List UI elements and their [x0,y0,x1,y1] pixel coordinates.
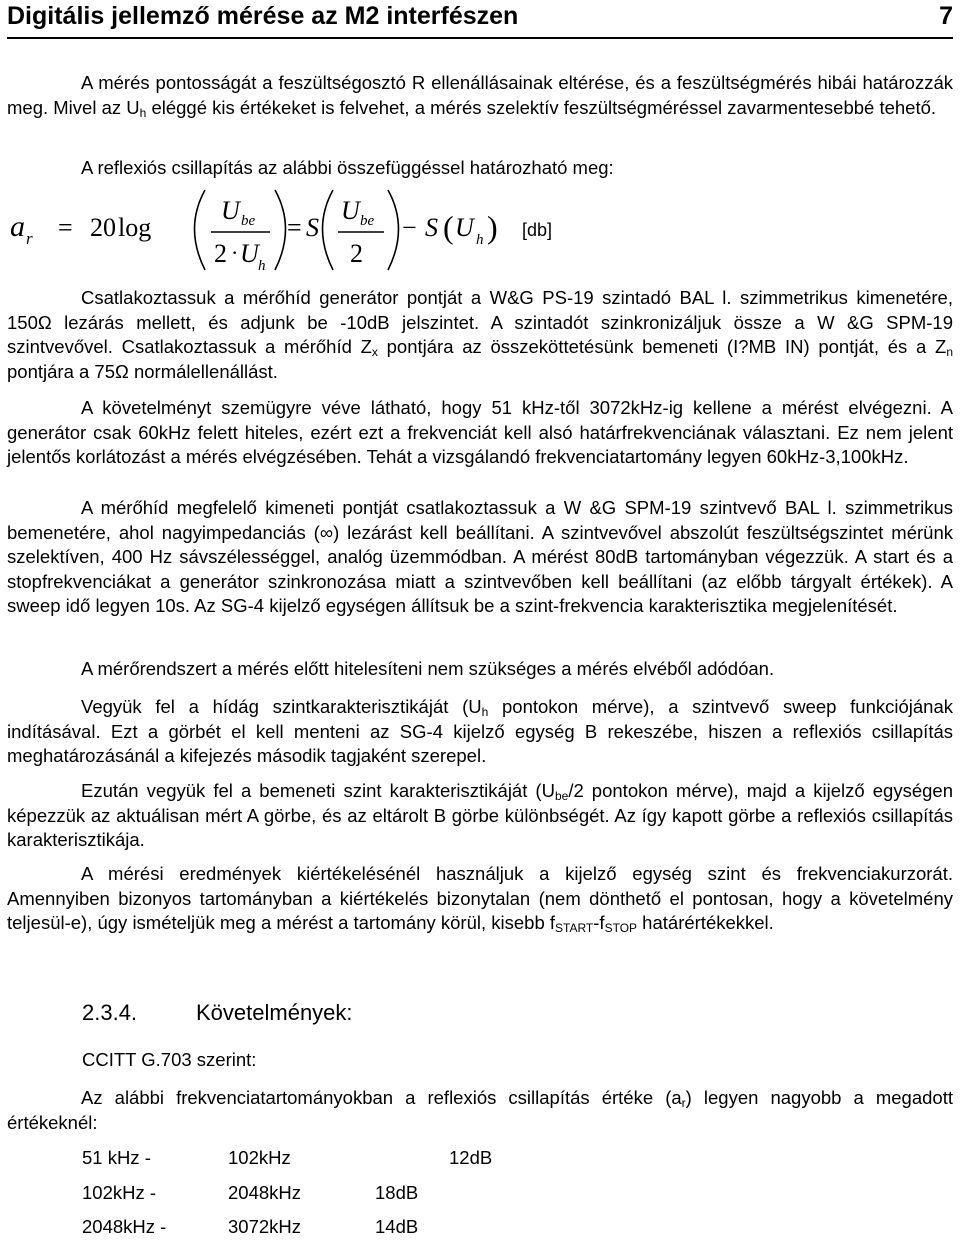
paragraph-connection: Csatlakoztassuk a mérőhíd generátor pontját a W&G PS-19 szintadó BAL l. szimmetrikus kimenetére, 150Ω lezárás mellett, és adjunk be -10dB jelszintet. A szintadót szinkronizáljuk össze a W &G SPM-19 szintvevővel. Csatlakoztassuk a mérőhíd $Z_x$ pontjára az összeköttetésünk bemeneti (I?MB IN) pontját, és a $Z_n$ pontjára a 75Ω normálellenállást. [7,287,953,382]
formula-big-rparen-1 [275,190,286,270]
formula-equals-1: = [58,213,73,242]
formula-U-arg: U [455,213,474,242]
paragraph-calibration: A mérőrendszert a mérés előtt hitelesíteni nem szükséges a mérés elvéből adódóan. [81,658,775,679]
formula-S-1: S [306,213,319,242]
requirement-value: 14dB [375,1216,419,1237]
reflection-loss-formula [0,180,960,280]
formula-big-rparen-2 [388,190,399,270]
paragraph-frequency-range: A követelményt szemügyre véve látható, hogy 51 kHz-től 3072kHz-ig kellene a mérést elvégezni. A generátor csak 60kHz felett hiteles, ezért ezt a frekvenciát kell alsó határfrekvenciának választani. Ez nem jelent jelentős korlátozást a mérés elvégzésében. Tehát a vizsgálandó frekvenciatartomány legyen 60kHz-3,100kHz. [7,397,953,467]
paragraph-evaluation: A mérési eredmények kiértékelésénél használjuk a kijelző egység szint és frekvenciakurzorát. Amennyiben bizonyos tartományban a kiértékelés bizonytalan (nem dönthető el pontosan, hogy a követelmény teljesül-e), úgy ismételjük meg a mérést a tartomány körül, kisebb $f_{START}-f_{STOP}$ határértékekkel. [7,863,953,935]
formula-a: a [10,210,25,243]
requirement-value: 12dB [449,1147,493,1168]
formula-two-2: 2 [350,239,363,268]
formula-two-1: 2 [214,239,227,268]
requirement-value: 18dB [375,1182,419,1203]
requirement-from: 102kHz - [82,1182,157,1203]
page-header [7,0,953,39]
intro-paragraph: A mérés pontosságát a feszültségosztó R ellenállásainak eltérése, és a feszültségmérés hibái határozzák meg. Mivel az $U_h$ eléggé kis értékeket is felvehet, a mérés szelektív feszültségméréssel zavarmentesebbé tehető. [7,72,953,120]
page-title: Digitális jellemző mérése az M2 interfészen [7,2,519,30]
paragraph-input-characteristic: Ezután vegyük fel a bemeneti szint karakterisztikáját ($U_{be}/2$ pontokon mérve), majd a kijelző egységen képezzük az aktuálisan mért A görbe, és az eltárolt B görbe különbségét. Az így kapott görbe a reflexiós csillapítás karakterisztikája. [7,780,953,850]
formula-U-den-1: U [240,239,259,268]
formula-coefficient: 20 [90,213,116,242]
section-number: 2.3.4. [82,1000,138,1025]
formula-unit: [db] [522,220,553,240]
formula-U-num-2: U [341,196,360,225]
requirement-to: 2048kHz [228,1182,302,1203]
formula-minus: − [402,213,417,242]
formula-sub-h-1: h [258,258,266,274]
infinity-symbol: ∞ [319,521,334,543]
formula-sub-r: r [26,229,33,248]
formula-S-2: S [425,213,438,242]
requirements-intro: Az alábbi frekvenciatartományokban a reflexiós csillapítás értéke $(a_r)$ legyen nagyobb a megadott értékeknél: [7,1087,953,1133]
formula-log: log [118,213,152,242]
requirement-from: 51 kHz - [82,1147,151,1168]
paragraph-receiver-setup: A mérőhíd megfelelő kimeneti pontját csatlakoztassuk a W &G SPM-19 szintvevő BAL l. szimmetrikus bemenetére, ahol nagyimpedanciás (∞) lezárást kell beállítani. A szintvevővel abszolút feszültségszintet mérünk szelektíven, 400 Hz sávszélességgel, analóg üzemmódban. A mérést 80dB tartományban végezzük. A start és a stopfrekvenciákat a generátor szinkronozása miatt a szintvevőben kell beállítani (az előbb tárgyalt értékek). A sweep idő legyen 10s. Az SG-4 kijelző egységen állítsuk be a szint-frekvencia karakterisztika megjelenítését. [7,497,953,616]
formula-dot: · [231,240,239,265]
formula-big-lparen-1 [195,190,206,270]
formula-lparen: ( [443,209,454,245]
section-heading [82,1000,353,1026]
formula-U-num-1: U [221,196,240,225]
formula-rparen: ) [487,209,498,245]
formula-sub-h-2: h [476,232,484,248]
formula-sub-be-1: be [241,213,256,229]
formula-intro: A reflexiós csillapítás az alábbi összefüggéssel határozható meg: [81,157,614,178]
paragraph-bridge-characteristic: Vegyük fel a hídág szintkarakterisztikáját ($U_h$ pontokon mérve), a szintvevő sweep funkciójának indításával. Ezt a görbét el kell menteni az SG-4 kijelző egység B rekeszébe, hiszen a reflexiós csillapítás meghatározásánál a kifejezés második tagjaként szerepel. [7,696,953,766]
requirement-to: 102kHz [228,1147,291,1168]
formula-big-lparen-2 [323,190,334,270]
section-title: Követelmények: [196,1000,353,1025]
requirement-to: 3072kHz [228,1216,302,1237]
page-number: 7 [939,2,953,30]
requirement-from: 2048kHz - [82,1216,167,1237]
formula-sub-be-2: be [360,213,375,229]
formula-equals-2: = [287,213,302,242]
